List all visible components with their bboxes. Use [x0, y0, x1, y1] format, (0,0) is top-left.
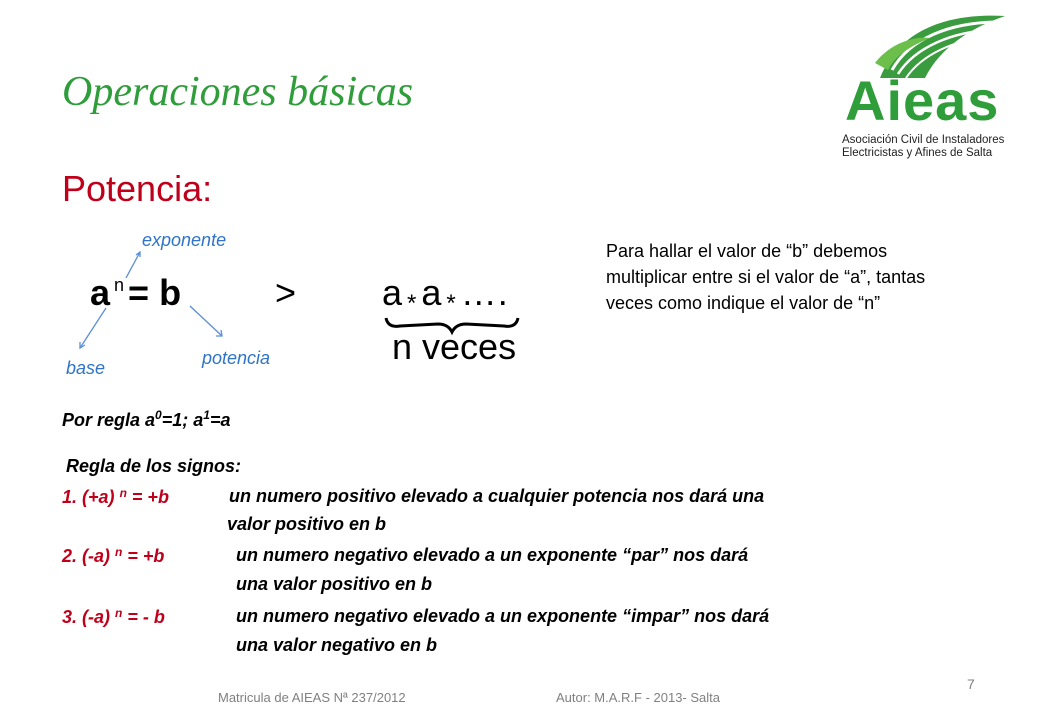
logo-subtitle: [842, 134, 1004, 160]
exponent-rule: [62, 408, 230, 431]
formula-result: = b: [128, 272, 182, 313]
sign-rule-3-desc-line2: una valor negativo en b: [236, 635, 438, 655]
sign-rule-3: [62, 606, 165, 628]
power-label: potencia: [202, 348, 271, 368]
formula-exponent: n: [114, 275, 125, 295]
sign-rule-3-desc-line1: un numero negativo elevado a un exponente “impar” nos dará: [236, 606, 770, 626]
sign-rule-2-expression: 2. (-a) $^n$ = +b: [62, 545, 165, 566]
page-number: 7: [967, 676, 975, 692]
footer-author: Autor: M.A.R.F - 2013- Salta: [556, 690, 721, 705]
rule-middle: =1; a: [161, 410, 204, 430]
rule-suffix: =a: [209, 410, 231, 430]
n-times-label: n veces: [392, 326, 517, 367]
power-arrow: [190, 306, 222, 336]
sign-rule-3-expression: 3. (-a) $^n$ = - b: [62, 606, 165, 627]
section-heading: Potencia:: [62, 168, 213, 209]
repeated-product: [382, 272, 509, 318]
logo-subtitle-line2: Electricistas y Afines de Salta: [842, 147, 993, 159]
rule-sup-one: 1: [203, 408, 210, 422]
logo-wordmark: Aieas: [845, 69, 1000, 132]
power-formula: [90, 272, 181, 314]
sign-rule-2-desc-line2: una valor positivo en b: [236, 574, 433, 594]
formula-base: a: [90, 272, 111, 313]
asterisk-2: *: [446, 290, 457, 317]
sign-rule-1-desc-line2: valor positivo en b: [227, 514, 387, 534]
product-ellipsis: ….: [460, 272, 509, 313]
sign-rule-1-expression: 1. (+a) $^n$ = +b: [62, 486, 169, 507]
rule-sup-zero: 0: [155, 408, 162, 422]
base-label: base: [66, 358, 106, 378]
slide-title: Operaciones básicas: [62, 69, 414, 115]
asterisk-1: *: [407, 290, 418, 317]
exponent-label: exponente: [142, 230, 227, 250]
logo-subtitle-line1: Asociación Civil de Instaladores: [842, 134, 1005, 146]
sign-rule-1-desc-line1: un numero positivo elevado a cualquier potencia nos dará una: [229, 486, 765, 506]
footer-registration: Matricula de AIEAS Nª 237/2012: [218, 690, 406, 705]
base-arrow: [80, 308, 106, 348]
product-factor-1: a: [382, 272, 404, 313]
sign-rule-2-desc-line1: un numero negativo elevado a un exponente “par” nos dará: [236, 545, 749, 565]
rule-prefix: Por regla a: [62, 410, 156, 430]
signs-rule-title: Regla de los signos:: [66, 456, 242, 476]
explanation-text: Para hallar el valor de “b” debemos multiplicar entre si el valor de “a”, tantas veces como indique el valor de “n”: [606, 241, 926, 313]
sign-rule-2: [62, 545, 164, 567]
product-factor-2: a: [421, 272, 443, 313]
greater-than-sign: >: [275, 272, 297, 313]
sign-rule-1: [62, 486, 169, 508]
